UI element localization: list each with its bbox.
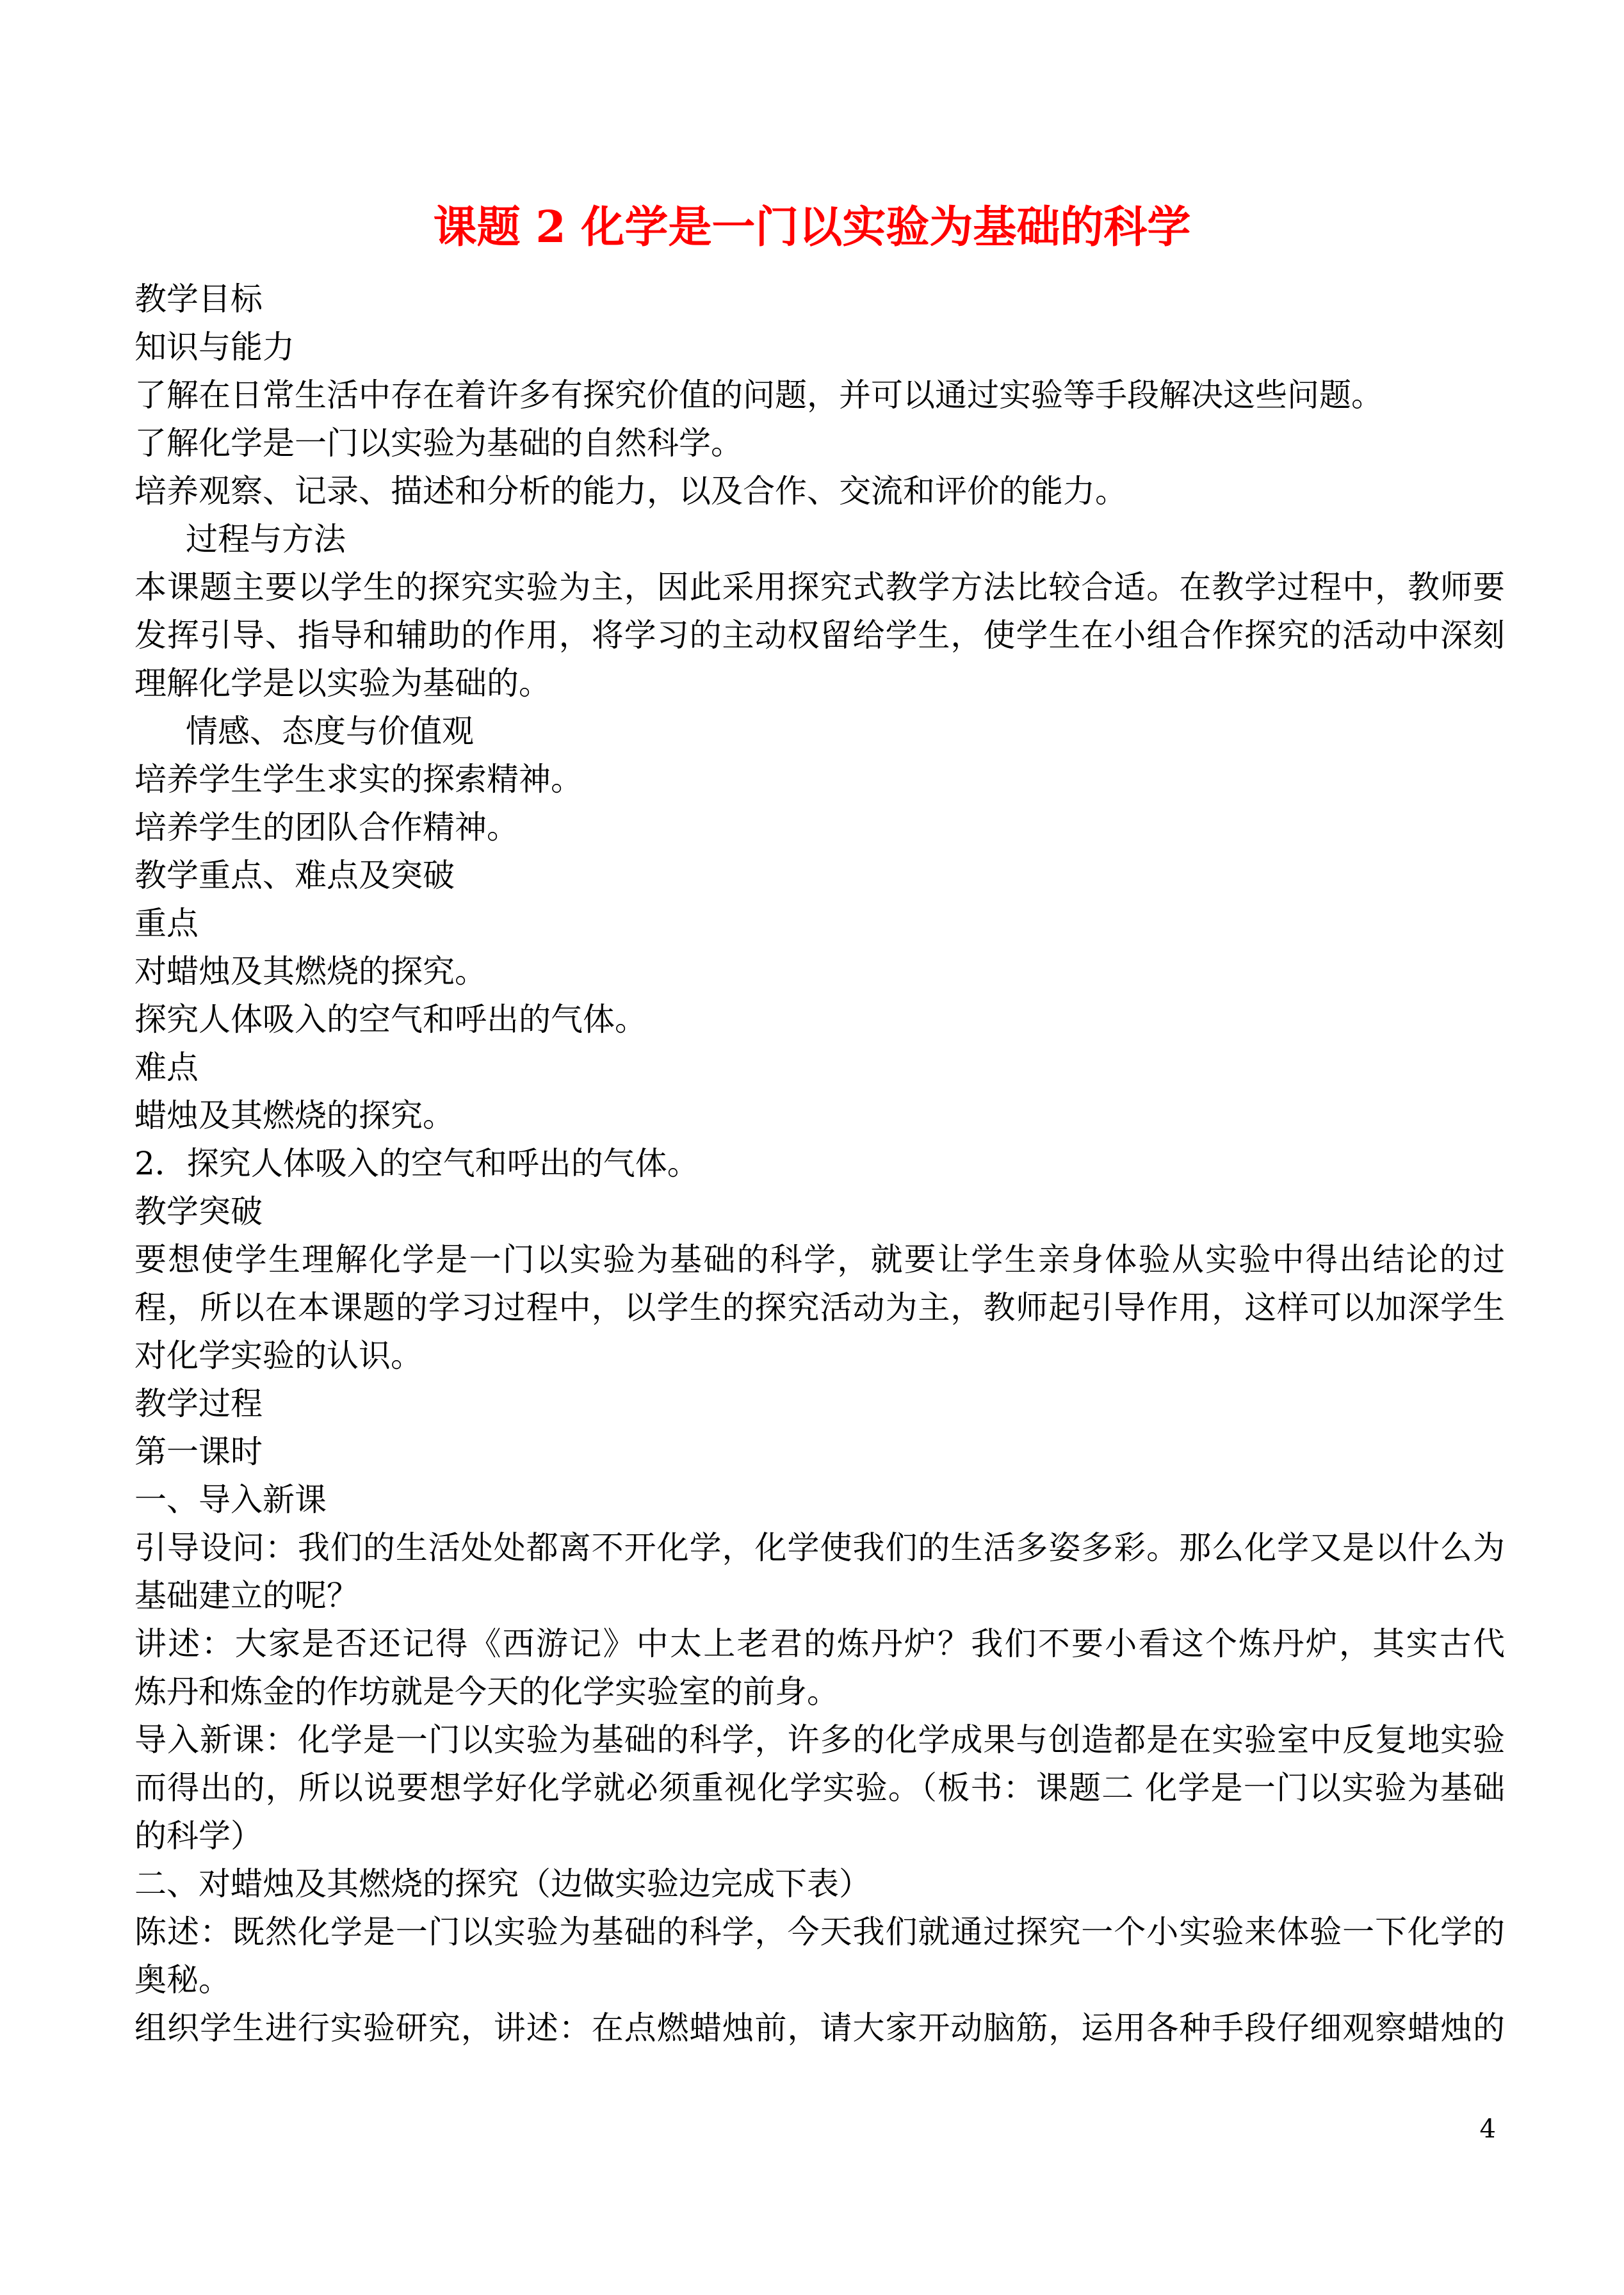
body-line: 一、导入新课 bbox=[134, 1481, 327, 1518]
body-line: 情感、态度与价值观 bbox=[186, 713, 474, 750]
body-line: 了解化学是一门以实验为基础的自然科学。 bbox=[134, 425, 743, 462]
body-line: 讲述：大家是否还记得《西游记》中太上老君的炼丹炉？我们不要小看这个炼丹炉，其实古代 bbox=[134, 1625, 1505, 1662]
body-line: 培养学生学生求实的探索精神。 bbox=[134, 761, 583, 798]
body-line: 教学目标 bbox=[134, 280, 263, 318]
body-line: 程，所以在本课题的学习过程中，以学生的探究活动为主，教师起引导作用，这样可以加深学生 bbox=[134, 1289, 1505, 1326]
body-line: 难点 bbox=[134, 1049, 199, 1086]
body-line: 发挥引导、指导和辅助的作用，将学习的主动权留给学生，使学生在小组合作探究的活动中深刻 bbox=[134, 617, 1505, 654]
body-line: 的科学） bbox=[134, 1817, 263, 1854]
body-line: 知识与能力 bbox=[134, 328, 295, 366]
body-line: 本课题主要以学生的探究实验为主，因此采用探究式教学方法比较合适。在教学过程中，教师要 bbox=[134, 569, 1505, 606]
body-line: 二、对蜡烛及其燃烧的探究（边做实验边完成下表） bbox=[134, 1865, 871, 1902]
body-line: 对蜡烛及其燃烧的探究。 bbox=[134, 953, 487, 990]
page-number: 4 bbox=[1479, 2114, 1496, 2144]
body-line: 教学突破 bbox=[134, 1193, 263, 1230]
body-line: 2．探究人体吸入的空气和呼出的气体。 bbox=[134, 1145, 699, 1182]
body-line: 第一课时 bbox=[134, 1433, 263, 1470]
body-line: 对化学实验的认识。 bbox=[134, 1337, 423, 1374]
document-title: 课题 2 化学是一门以实验为基础的科学 bbox=[433, 202, 1191, 253]
body-line: 过程与方法 bbox=[186, 521, 346, 558]
body-line: 理解化学是以实验为基础的。 bbox=[134, 665, 551, 702]
body-line: 基础建立的呢？ bbox=[134, 1577, 359, 1614]
body-line: 炼丹和炼金的作坊就是今天的化学实验室的前身。 bbox=[134, 1673, 839, 1710]
body-line: 导入新课：化学是一门以实验为基础的科学，许多的化学成果与创造都是在实验室中反复地实验 bbox=[134, 1721, 1505, 1758]
body-line: 教学过程 bbox=[134, 1385, 263, 1422]
body-line: 要想使学生理解化学是一门以实验为基础的科学，就要让学生亲身体验从实验中得出结论的过 bbox=[134, 1241, 1505, 1278]
body-line: 了解在日常生活中存在着许多有探究价值的问题，并可以通过实验等手段解决这些问题。 bbox=[134, 377, 1383, 414]
body-line: 而得出的，所以说要想学好化学就必须重视化学实验。（板书：课题二 化学是一门以实验为基础 bbox=[134, 1769, 1505, 1806]
body-line: 培养观察、记录、描述和分析的能力，以及合作、交流和评价的能力。 bbox=[134, 473, 1127, 510]
body-line: 陈述：既然化学是一门以实验为基础的科学，今天我们就通过探究一个小实验来体验一下化学的 bbox=[134, 1913, 1505, 1950]
body-line: 引导设问：我们的生活处处都离不开化学，化学使我们的生活多姿多彩。那么化学又是以什么为 bbox=[134, 1529, 1505, 1566]
body-line: 教学重点、难点及突破 bbox=[134, 857, 455, 894]
body-line: 组织学生进行实验研究，讲述：在点燃蜡烛前，请大家开动脑筋，运用各种手段仔细观察蜡烛的 bbox=[134, 2009, 1505, 2047]
body-line: 探究人体吸入的空气和呼出的气体。 bbox=[134, 1001, 647, 1038]
body-line: 重点 bbox=[134, 905, 199, 942]
body-line: 蜡烛及其燃烧的探究。 bbox=[134, 1097, 455, 1134]
body-line: 奥秘。 bbox=[134, 1961, 231, 1999]
body-line: 培养学生的团队合作精神。 bbox=[134, 809, 519, 846]
document-body bbox=[134, 275, 1505, 2052]
